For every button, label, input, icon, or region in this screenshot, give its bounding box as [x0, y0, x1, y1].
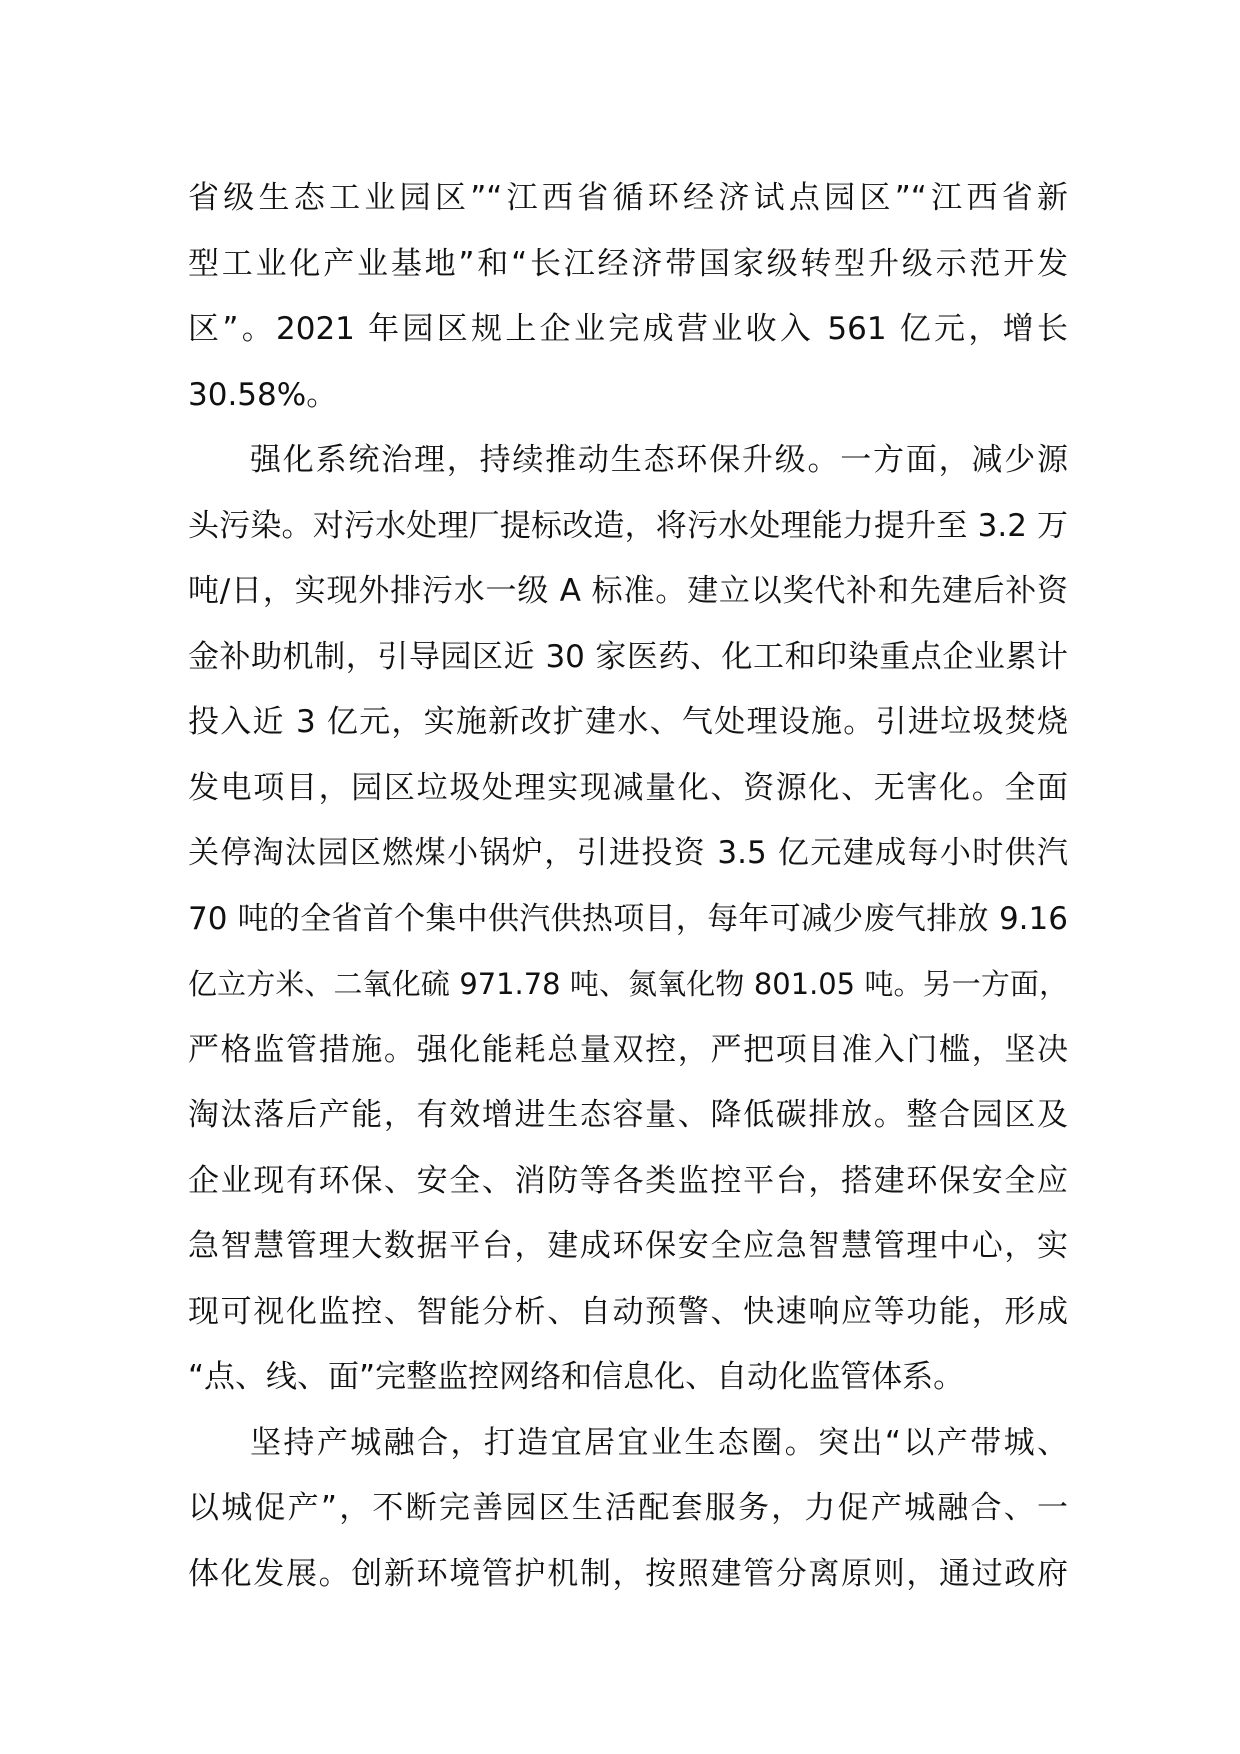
text-line: 坚持产城融合，打造宜居宜业生态圈。突出“以产带城、	[250, 1424, 1068, 1461]
text-line: 投入近 3 亿元，实施新改扩建水、气处理设施。引进垃圾焚烧	[188, 704, 1068, 740]
text-line: 70 吨的全省首个集中供汽供热项目，每年可减少废气排放 9.16	[188, 900, 1068, 937]
text-line: 急智慧管理大数据平台，建成环保安全应急智慧管理中心，实	[188, 1228, 1068, 1264]
text-line: 现可视化监控、智能分析、自动预警、快速响应等功能，形成	[188, 1293, 1068, 1330]
text-line: 企业现有环保、安全、消防等各类监控平台，搭建环保安全应	[188, 1162, 1068, 1199]
text-line: 严格监管措施。强化能耗总量双控，严把项目准入门槛，坚决	[188, 1031, 1068, 1068]
text-line: 省级生态工业园区”“江西省循环经济试点园区”“江西省新	[188, 180, 1068, 216]
paragraph-2	[188, 428, 1068, 1411]
text-line: 金补助机制，引导园区近 30 家医药、化工和印染重点企业累计	[188, 638, 1068, 675]
text-line: “点、线、面”完整监控网络和信息化、自动化监管体系。	[188, 1359, 965, 1395]
text-line: 吨/日，实现外排污水一级 A 标准。建立以奖代补和先建后补资	[188, 573, 1068, 609]
document-body	[188, 166, 1068, 1607]
paragraph-1	[188, 166, 1068, 428]
text-line: 关停淘汰园区燃煤小锅炉，引进投资 3.5 亿元建成每小时供汽	[188, 835, 1068, 871]
text-line: 强化系统治理，持续推动生态环保升级。一方面，减少源	[250, 442, 1068, 478]
text-line: 以城促产”，不断完善园区生活配套服务，力促产城融合、一	[188, 1490, 1068, 1526]
text-line: 淘汰落后产能，有效增进生态容量、降低碳排放。整合园区及	[188, 1097, 1068, 1133]
paragraph-3	[188, 1411, 1068, 1608]
text-line: 亿立方米、二氧化硫 971.78 吨、氮氧化物 801.05 吨。另一方面，	[188, 967, 1068, 1001]
text-line: 区”。2021 年园区规上企业完成营业收入 561 亿元，增长	[188, 311, 1068, 347]
text-line: 体化发展。创新环境管护机制，按照建管分离原则，通过政府	[188, 1555, 1068, 1592]
text-line: 头污染。对污水处理厂提标改造，将污水处理能力提升至 3.2 万	[188, 507, 1068, 544]
text-line: 发电项目，园区垃圾处理实现减量化、资源化、无害化。全面	[188, 769, 1068, 806]
text-line: 型工业化产业基地”和“长江经济带国家级转型升级示范开发	[188, 245, 1068, 282]
text-line: 30.58%。	[188, 376, 338, 413]
